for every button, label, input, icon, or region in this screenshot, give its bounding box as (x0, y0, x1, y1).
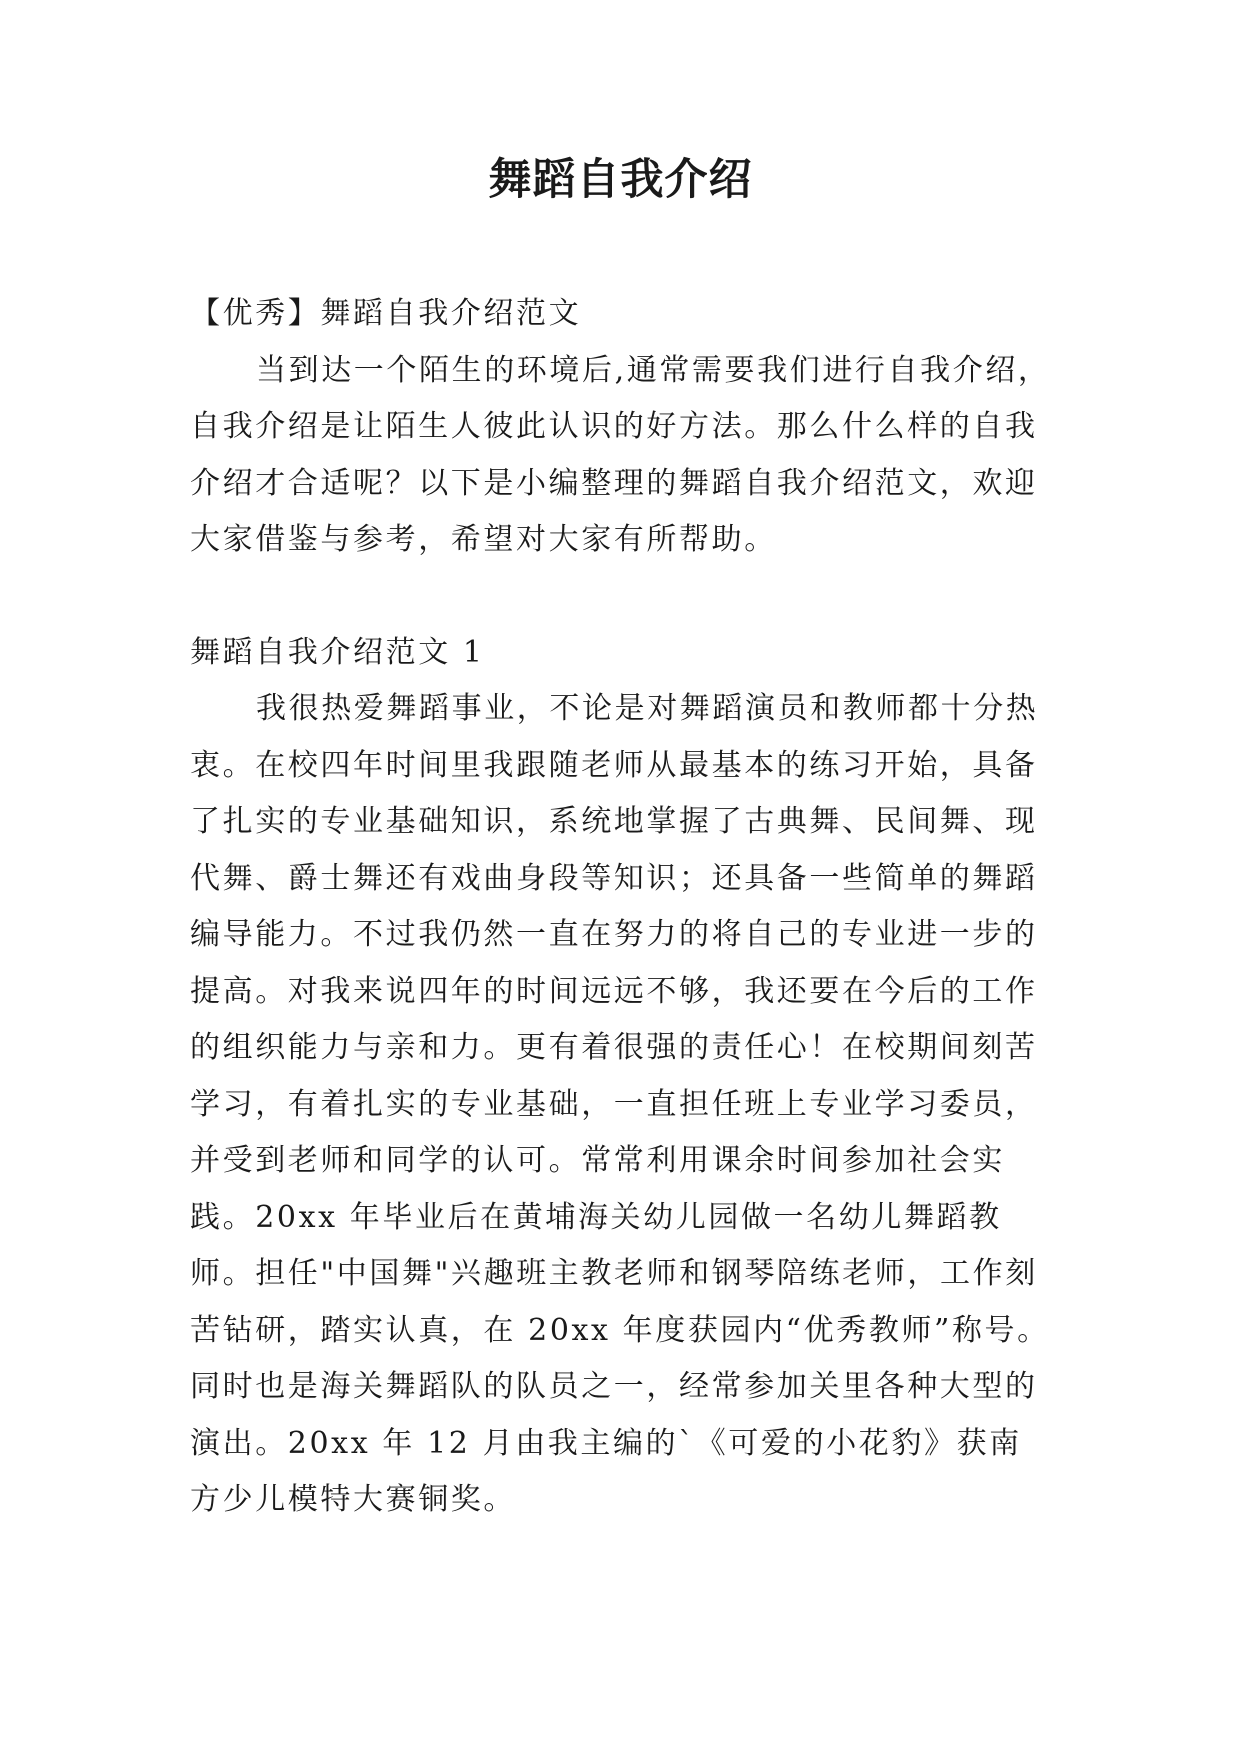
document-title: 舞蹈自我介绍 (488, 155, 753, 205)
paragraph-spacer (190, 569, 1052, 625)
intro-paragraph: 当到达一个陌生的环境后,通常需要我们进行自我介绍，自我介绍是让陌生人彼此认识的好方法。那么什么样的自我介绍才合适呢？以下是小编整理的舞蹈自我介绍范文，欢迎大家借鉴与参考，希望对大家有所帮助。 (190, 352, 1051, 557)
document-heading: 【优秀】舞蹈自我介绍范文 (190, 296, 582, 331)
section-paragraph: 我很热爱舞蹈事业，不论是对舞蹈演员和教师都十分热衷。在校四年时间里我跟随老师从最基本的练习开始，具备了扎实的专业基础知识，系统地掌握了古典舞、民间舞、现代舞、爵士舞还有戏曲身段等知识；还具备一些简单的舞蹈编导能力。不过我仍然一直在努力的将自己的专业进一步的提高。对我来说四年的时间远远不够，我还要在今后的工作的组织能力与亲和力。更有着很强的责任心！在校期间刻苦学习，有着扎实的专业基础，一直担任班上专业学习委员，并受到老师和同学的认可。常常利用课余时间参加社会实践。20xx 年毕业后在黄埔海关幼儿园做一名幼儿舞蹈教师。担任"中国舞"兴趣班主教老师和钢琴陪练老师，工作刻苦钻研，踏实认真，在 20xx 年度获园内“优秀教师”称号。同时也是海关舞蹈队的队员之一，经常参加关里各种大型的演出。20xx 年 12 月由我主编的`《可爱的小花豹》获南方少儿模特大赛铜奖。 (190, 691, 1050, 1517)
section-heading: 舞蹈自我介绍范文 1 (190, 634, 485, 670)
document-body (190, 286, 1052, 1529)
